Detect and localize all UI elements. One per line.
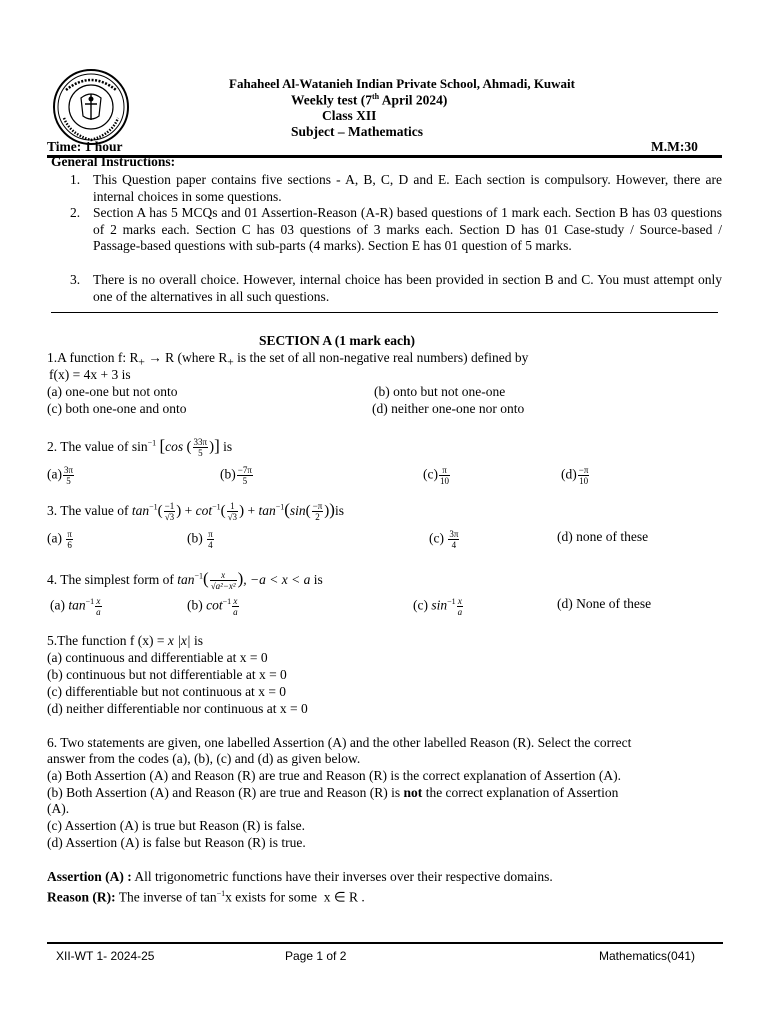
q2-sup: −1 [147, 438, 157, 448]
q3-frac1 [164, 501, 176, 522]
q1-option-b: (b) onto but not one-one [374, 384, 506, 399]
school-name: Fahaheel Al-Watanieh Indian Private School, Ahmadi, Kuwait [229, 76, 575, 91]
class-name: Class XII [322, 108, 377, 123]
q6-reason-pre: The inverse of [115, 889, 201, 905]
q3-opt-a-den: 6 [67, 540, 72, 550]
q5-option-d: (d) neither differentiable nor continuous at x = 0 [47, 701, 308, 716]
q4-cond: , −a < x < a [243, 572, 311, 587]
q2-stem [47, 436, 232, 458]
q4-opt-c-label: (c) [413, 597, 428, 613]
q3-tan1: tan [131, 503, 150, 518]
q2-opt-a-frac [63, 465, 74, 486]
q2-opt-d-label: (d) [561, 466, 577, 482]
q5-option-c: (c) differentiable but not continuous at x = 0 [47, 684, 287, 699]
q2-opt-d-num: −π [578, 465, 589, 475]
q1-stem [47, 350, 528, 369]
q2-opt-a-den: 5 [66, 476, 71, 486]
q2-opt-b-num: −7π [237, 465, 252, 475]
q6-opt-b-pre: (b) Both Assertion (A) and Reason (R) are true and Reason (R) is [47, 785, 404, 800]
q4-opt-a-label: (a) [50, 597, 65, 613]
q2-option-b [220, 465, 254, 486]
q3-post: is [334, 503, 344, 518]
q2-opt-d-den: 10 [579, 476, 589, 486]
q2-option-a [47, 465, 75, 486]
q3-frac1-den: √3 [164, 512, 175, 523]
q2-option-d [561, 465, 590, 486]
q4-tan: tan [177, 572, 195, 587]
q4-option-c: (c) $\sin^{-1}$ $\frac{x}{a}$ [413, 596, 463, 617]
instruction-2: Section A has 5 MCQs and 01 Assertion-Reason (A-R) based questions of 1 mark each. Section B has 03 questions of 2 marks each. Section C has 03 questions of 3 marks each. Section D has 01 Case-study / Source-based / Passage-based questions with sub-parts (4 marks). Section E has 01 question of 5 marks. [93, 205, 722, 254]
q3-sin: sin [289, 503, 306, 518]
q3-opt-b-frac [207, 529, 214, 550]
q1-option-c: (c) both one-one and onto [47, 401, 187, 416]
q2-option-c [423, 465, 451, 486]
footer-center: Page 1 of 2 [285, 949, 347, 963]
q6-stem-2: answer from the codes (a), (b), (c) and (d) as given below. [47, 751, 361, 766]
q4-opt-c-num: x [457, 596, 462, 606]
q5-stem [47, 633, 203, 649]
q3-frac3-num: −π [312, 501, 323, 512]
q3-opt-b-den: 4 [208, 540, 213, 550]
q4-frac [210, 570, 237, 591]
q6-reason-sup: −1 [216, 889, 226, 898]
q1-option-a: (a) one-one but not onto [47, 384, 178, 399]
q2-paren-open: ( [186, 439, 192, 455]
q3-tan2: tan [258, 503, 276, 518]
q4-opt-b-label: (b) [187, 597, 203, 613]
max-marks: M.M:30 [651, 139, 698, 154]
q6-assertion-label: Assertion (A) : [47, 869, 132, 884]
instruction-3: There is no overall choice. However, internal choice has been provided in section B and C. You must attempt only one of the alternatives in all such questions. [93, 272, 722, 304]
q6-reason-mid: x exists for some [225, 889, 317, 905]
q2-bracket-open: [ [159, 436, 166, 455]
q4-option-a: (a) $\tan^{-1}$ $\frac{x}{a}$ [50, 596, 101, 617]
q1-stem-sub2: + [227, 356, 234, 369]
q2-opt-c-frac [439, 465, 450, 486]
instructions-rule [51, 312, 718, 313]
q2-opt-a-num: 3π [63, 465, 74, 475]
q2-opt-b-frac [237, 465, 253, 486]
q4-opt-b-frac [232, 596, 239, 617]
subject-name: Subject – Mathematics [291, 124, 423, 139]
q4-opt-b-num: x [233, 596, 238, 606]
test-title-post: April 2024) [379, 92, 448, 108]
q3-frac2-num: 1 [227, 501, 238, 512]
q1-option-d: (d) neither one-one nor onto [372, 401, 525, 416]
q2-post: is [223, 439, 233, 454]
test-title-sup: th [371, 92, 380, 101]
q6-assertion [47, 869, 553, 885]
q3-opt-a-label: (a) [47, 530, 62, 546]
q4-stem: 4. The simplest form of $\tan^{-1}$( $\frac{x}{\text{√a²−x²}}$ ), −a < x < a is [47, 569, 323, 592]
q2-opt-c-label: (c) [423, 466, 438, 482]
q6-option-a: (a) Both Assertion (A) and Reason (R) are true and Reason (R) is the correct explanation of Assertion (A). [47, 768, 621, 783]
q6-assertion-text: All trigonometric functions have their inverses over their respective domains. [131, 869, 553, 884]
q3-option-c [429, 529, 460, 550]
q3-opt-b-label: (b) [187, 530, 203, 546]
test-title-pre: Weekly test (7 [291, 92, 372, 108]
q5-option-b: (b) continuous but not differentiable at x = 0 [47, 667, 287, 682]
q5-stem-math: x |x| [167, 633, 191, 648]
q2-opt-b-den: 5 [242, 476, 248, 486]
test-title [291, 92, 447, 109]
q3-opt-c-den: 4 [451, 540, 457, 550]
q3-opt-c-label: (c) [429, 530, 444, 546]
q4-opt-a-num: x [96, 596, 101, 606]
q6-option-b [47, 785, 618, 801]
q4-option-b: (b) $\cot^{-1}$ $\frac{x}{a}$ [187, 596, 238, 617]
q4-pre: 4. The simplest form of [47, 572, 174, 587]
q1-stem-c: is the set of all non-negative real numbers) defined by [233, 350, 529, 365]
q3-frac3 [312, 501, 324, 522]
q2-num: 33π [193, 437, 208, 448]
q4-opt-b-den: a [233, 607, 238, 617]
q3-option-d: (d) none of these [557, 529, 649, 544]
footer-left: XII-WT 1- 2024-25 [56, 949, 155, 963]
q3-opt-c-num: 3π [449, 529, 459, 539]
instruction-num-2: 2. [70, 205, 81, 220]
q3-opt-a-num: π [67, 529, 72, 539]
q1-line2: f(x) = 4x + 3 is [49, 367, 131, 382]
q4-post: is [313, 572, 323, 587]
q2-opt-c-den: 10 [439, 476, 449, 486]
q3-option-b [187, 529, 215, 550]
q2-pre: 2. The value of sin [47, 439, 148, 454]
q4-opt-a-fn: tan [68, 597, 86, 613]
q2-bracket-close: ] [214, 436, 220, 455]
instruction-num-1: 1. [70, 172, 81, 187]
q4-den: √a²−x² [210, 581, 236, 592]
instruction-1: This Question paper contains five sections - A, B, C, D and E. Each section is compulsory. However, there are internal choices in some questions. [93, 172, 722, 204]
q6-option-d: (d) Assertion (A) is false but Reason (R) is true. [47, 835, 306, 850]
q2-opt-a-label: (a) [47, 466, 62, 482]
q2-paren-close: ) [209, 439, 215, 455]
q2-opt-d-frac [578, 465, 590, 486]
q6-option-c: (c) Assertion (A) is true but Reason (R) is false. [47, 818, 305, 833]
q3-opt-c-frac [448, 529, 459, 550]
q6-stem-1: 6. Two statements are given, one labelled Assertion (A) and the other labelled Reason (R). Select the correct [47, 735, 632, 750]
q3-stem: 3. The value of $\tan^{-1}$( $\frac{-1}{√3}$ ) + $\cot^{-1}$( $\frac{1}{√3}$ ) + $\tan^{-1}(\sin$( $\frac{-\pi}{2}$ ))is [47, 500, 344, 523]
q6-reason-label: Reason (R): [47, 889, 116, 905]
q3-pre: 3. The value of [47, 503, 129, 518]
q4-option-d: (d) None of these [557, 596, 652, 611]
q1-stem-a: 1.A function f: R [47, 350, 139, 365]
q3-option-a [47, 529, 74, 550]
q3-frac3-den: 2 [315, 512, 320, 523]
q4-opt-b-fn: cot [206, 597, 223, 613]
footer-right: Mathematics(041) [599, 949, 696, 963]
q2-fraction [193, 437, 209, 458]
time-label: Time: 1 hour [47, 139, 123, 154]
q4-opt-c-den: a [457, 607, 463, 617]
q3-cot: cot [195, 503, 213, 518]
q6-reason [47, 889, 365, 906]
q4-opt-c-fn: sin [431, 597, 448, 613]
q2-cos: cos [165, 439, 184, 454]
q4-opt-a-frac [95, 596, 102, 617]
school-logo [52, 68, 130, 146]
q6-reason-math: x ∈ R [323, 889, 359, 905]
q3-frac2 [227, 501, 238, 522]
q4-num: x [210, 570, 237, 581]
section-a-title: SECTION A (1 mark each) [259, 333, 416, 348]
q2-opt-b-label: (b) [220, 466, 236, 482]
instruction-num-3: 3. [70, 272, 81, 287]
q3-frac1-num: −1 [164, 501, 175, 512]
q4-opt-c-frac [457, 596, 464, 617]
q1-stem-sub: + [138, 356, 145, 369]
q3-opt-a-frac [66, 529, 73, 550]
q3-frac2-den: √3 [227, 512, 238, 523]
q6-opt-b-post: the correct explanation of Assertion [422, 785, 619, 800]
q6-opt-b-bold: not [403, 785, 423, 800]
q2-opt-c-num: π [439, 465, 450, 476]
q1-stem-b: → R (where R [144, 350, 228, 365]
instructions-title: General Instructions: [51, 154, 176, 169]
q3-opt-b-num: π [208, 529, 213, 539]
q5-stem-post: is [190, 633, 203, 648]
q2-den: 5 [198, 448, 203, 459]
q6-reason-fn: tan [200, 889, 217, 905]
footer-rule [47, 942, 723, 944]
q4-opt-a-den: a [96, 607, 101, 617]
q5-stem-text: 5.The function f (x) = [47, 633, 168, 648]
q6-option-b-cont: (A). [47, 801, 70, 816]
q6-reason-end: . [361, 889, 365, 905]
q5-option-a: (a) continuous and differentiable at x = 0 [47, 650, 268, 665]
